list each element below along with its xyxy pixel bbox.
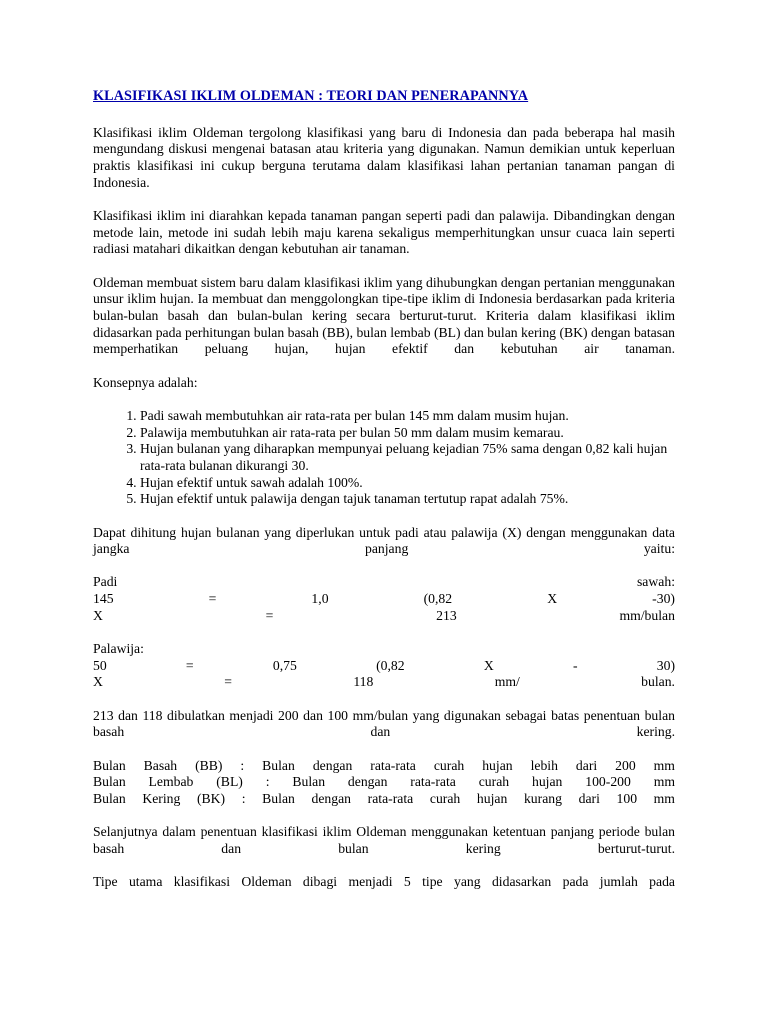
criteria-word: Bulan: [93, 757, 126, 773]
document-title: KLASIFIKASI IKLIM OLDEMAN : TEORI DAN PENERAPANNYA: [93, 88, 529, 104]
criteria-word: hujan: [531, 774, 563, 790]
criteria-word: 100-200: [585, 774, 631, 790]
criteria-word: kurang: [523, 791, 562, 806]
criteria-word: dari: [575, 757, 598, 773]
criteria-word: :: [240, 757, 245, 773]
padi-equation-line-1: [93, 574, 675, 591]
criteria-word: hujan: [482, 757, 513, 773]
equation-term: 0,75: [272, 657, 297, 673]
list-item: 2. Palawija membutuhkan air rata-rata per bulan 50 mm dalam musim kemarau.: [140, 425, 675, 442]
document-page: [93, 88, 675, 907]
palawija-equation-line-2: [93, 658, 675, 675]
criteria-word: 100: [616, 791, 638, 806]
equation-term: (0,82: [376, 657, 405, 673]
equation-term: 118: [353, 674, 374, 690]
equation-term: X: [483, 657, 494, 673]
criteria-word: curah: [429, 791, 461, 806]
padi-equation-block: [93, 574, 675, 624]
equation-term: -30): [652, 591, 675, 607]
equation-term: mm/: [494, 674, 520, 690]
padi-equation-line-2: [93, 591, 675, 608]
paragraph-intro: Klasifikasi iklim Oldeman tergolong klasifikasi yang baru di Indonesia dan pada beberapa hal masih mengundang diskusi mengenai batasan atau kriteria yang digunakan. Namun demikian untuk keperluan praktis klasifikasi ini cukup berguna terutama dalam klasifikasi lahan pertanian tanaman pangan di Indonesia.: [93, 124, 675, 190]
criteria-word: rata-rata: [367, 791, 414, 806]
criteria-word: Bulan: [262, 791, 295, 806]
paragraph-main-types: Tipe utama klasifikasi Oldeman dibagi menjadi 5 tipe yang didasarkan pada jumlah pada: [93, 874, 675, 890]
list-item: 5. Hujan efektif untuk palawija dengan tajuk tanaman tertutup rapat adalah 75%.: [140, 491, 675, 508]
equation-term: X: [547, 591, 558, 607]
equation-term: (0,82: [423, 591, 453, 607]
month-criteria-dry: [93, 791, 675, 808]
paragraph-target-crops: Klasifikasi iklim ini diarahkan kepada tanaman pangan seperti padi dan palawija. Dibandingkan dengan metode lain, metode ini sudah lebih maju karena sekaligus memperhitungkan unsur cuaca lain seperti radiasi matahari dikaitkan dengan kebutuhan air tanaman.: [93, 208, 675, 257]
palawija-equation-line-1: Palawija:: [93, 641, 144, 657]
equation-term: 50: [93, 657, 107, 673]
equation-term: 30): [656, 657, 675, 673]
criteria-word: rata-rata: [410, 774, 456, 790]
equation-term: =: [265, 607, 274, 623]
criteria-word: Basah: [143, 757, 178, 773]
equation-term: sawah:: [636, 574, 675, 590]
criteria-word: :: [265, 774, 270, 790]
equation-term: =: [208, 591, 217, 607]
equation-term: Padi: [93, 574, 118, 590]
list-item: 4. Hujan efektif untuk sawah adalah 100%.: [140, 475, 675, 492]
criteria-word: Bulan: [292, 774, 326, 790]
equation-term: X: [93, 674, 103, 690]
criteria-word: curah: [478, 774, 510, 790]
criteria-word: mm: [653, 791, 675, 806]
list-item: 3. Hujan bulanan yang diharapkan mempunyai peluang kejadian 75% sama dengan 0,82 kali hujan rata-rata bulanan dikurangi 30.: [140, 441, 675, 474]
criteria-word: Kering: [142, 791, 181, 806]
criteria-word: mm: [653, 757, 675, 773]
equation-term: mm/bulan: [619, 607, 675, 623]
padi-equation-line-3: [93, 608, 675, 625]
criteria-word: Lembab: [148, 774, 194, 790]
list-item: 1. Padi sawah membutuhkan air rata-rata per bulan 145 mm dalam musim hujan.: [140, 408, 675, 425]
palawija-equation-block: [93, 641, 675, 691]
paragraph-oldeman-system: Oldeman membuat sistem baru dalam klasifikasi iklim yang dihubungkan dengan pertanian menggunakan unsur iklim hujan. Ia membuat dan menggolongkan tipe-tipe iklim di Indonesia berdasarkan pada kriteria bulan-bulan basah dan bulan-bulan kering secara berturut-turut. Kriteria dalam klasifikasi iklim didasarkan pada perhitungan bulan basah (BB), bulan lembab (BL) dan bulan kering (BK) dengan batasan memperhatikan peluang hujan, hujan efektif dan kebutuhan air tanaman.: [93, 274, 675, 357]
month-criteria-block: [93, 758, 675, 808]
criteria-word: :: [241, 791, 246, 806]
criteria-word: mm: [653, 774, 675, 790]
equation-term: =: [224, 674, 232, 690]
criteria-word: dari: [578, 791, 600, 806]
equation-term: X: [93, 607, 103, 623]
criteria-word: curah: [433, 757, 465, 773]
paragraph-period-rule: Selanjutnya dalam penentuan klasifikasi iklim Oldeman menggunakan ketentuan panjang periode bulan basah dan bulan kering berturut-turut.: [93, 824, 675, 856]
palawija-equation-line-3: [93, 674, 675, 691]
criteria-word: Bulan: [93, 791, 126, 806]
criteria-word: Bulan: [262, 757, 295, 773]
concept-rules-list: [93, 408, 675, 508]
criteria-word: dengan: [347, 774, 388, 790]
criteria-word: hujan: [476, 791, 508, 806]
criteria-word: (BB): [195, 757, 223, 773]
criteria-word: dengan: [312, 757, 353, 773]
equation-term: bulan.: [641, 674, 675, 690]
criteria-word: lebih: [530, 757, 558, 773]
month-criteria-humid: [93, 774, 675, 791]
equation-term: 213: [436, 607, 457, 623]
equation-term: -: [572, 657, 578, 673]
criteria-word: 200: [615, 757, 636, 773]
equation-term: =: [185, 657, 194, 673]
paragraph-calculation-intro: Dapat dihitung hujan bulanan yang diperlukan untuk padi atau palawija (X) dengan menggunakan data jangka panjang yaitu:: [93, 524, 675, 557]
criteria-word: (BL): [216, 774, 243, 790]
criteria-word: (BK): [196, 791, 226, 806]
month-criteria-wet: [93, 758, 675, 775]
criteria-word: Bulan: [93, 774, 126, 790]
equation-term: 1,0: [311, 591, 329, 607]
equation-term: 145: [93, 591, 114, 607]
criteria-word: rata-rata: [370, 757, 416, 773]
paragraph-rounding: 213 dan 118 dibulatkan menjadi 200 dan 100 mm/bulan yang digunakan sebagai batas penentuan bulan basah dan kering.: [93, 707, 675, 740]
criteria-word: dengan: [311, 791, 352, 806]
paragraph-concept-intro: Konsepnya adalah:: [93, 374, 198, 390]
